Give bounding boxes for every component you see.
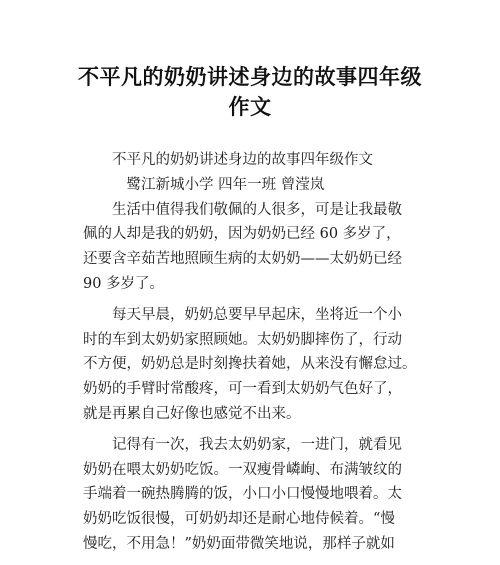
paragraph-3-line-3: 手端着一碗热腾腾的饭，小口小口慢慢地喂着。太	[83, 486, 402, 503]
title-line-2: 作文	[228, 95, 272, 119]
paragraph-3-line-2: 奶奶在喂太奶奶吃饭。一双瘦骨嶙峋、布满皱纹的	[83, 461, 402, 478]
paragraph-2-line-5: 就是再累自己好像也感觉不出来。	[83, 405, 301, 422]
paragraph-1-line-3: 还要含辛茹苦地照顾生病的太奶奶——太奶奶已经	[83, 251, 402, 268]
paragraph-2-line-2: 时的车到太奶奶家照顾她。太奶奶脚摔伤了，行动	[83, 331, 402, 348]
paragraph-1-line-1: 生活中值得我们敬佩的人很多，可是让我最敬	[83, 201, 402, 218]
paragraph-1-line-2: 佩的人却是我的奶奶，因为奶奶已经 60 多岁了，	[83, 226, 401, 243]
document-title	[60, 62, 440, 122]
title-line-1: 不平凡的奶奶讲述身边的故事四年级	[78, 65, 422, 89]
paragraph-1-line-4: 90 多岁了。	[83, 275, 165, 292]
subtitle-line: 不平凡的奶奶讲述身边的故事四年级作文	[83, 152, 373, 168]
document-body	[83, 148, 428, 557]
paragraph-2-line-3: 不方便，奶奶总是时刻搀扶着她，从来没有懈怠过。	[83, 356, 417, 373]
paragraph-2-line-1: 每天早晨，奶奶总要早早起床，坐将近一个小	[83, 306, 402, 323]
paragraph-3-line-5: 慢吃，不用急！”奶奶面带微笑地说，那样子就如	[83, 535, 395, 552]
paragraph-3-line-1: 记得有一次，我去太奶奶家，一进门，就看见	[83, 436, 402, 453]
author-line: 鹭江新城小学 四年一班 曾滢岚	[83, 176, 325, 193]
paragraph-2-line-4: 奶奶的手臂时常酸疼，可一看到太奶奶气色好了，	[83, 381, 402, 398]
paragraph-3-line-4: 奶奶吃饭很慢，可奶奶却还是耐心地侍候着。“慢	[83, 511, 395, 528]
